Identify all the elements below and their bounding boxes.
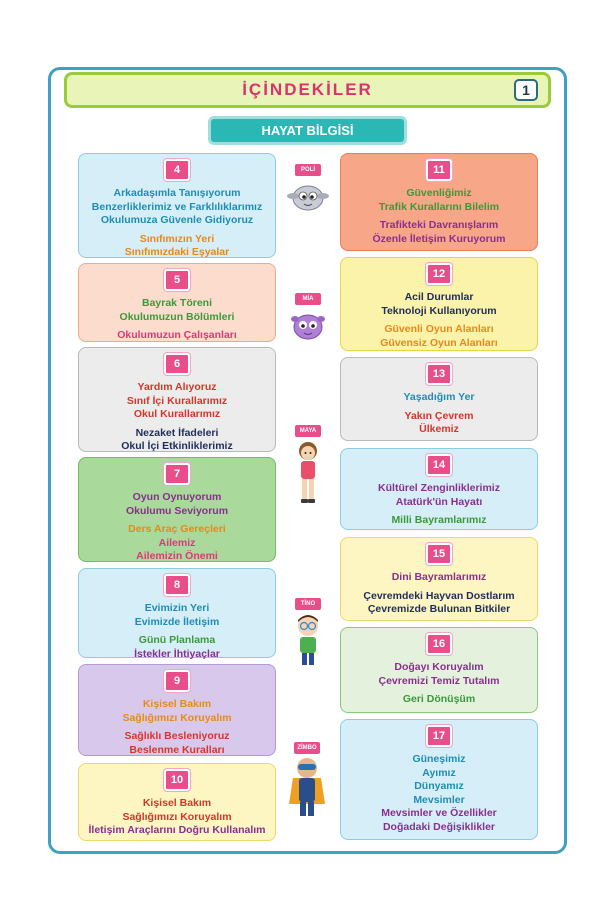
section-number: 14 <box>426 454 452 476</box>
section-topic[interactable]: Milli Bayramlarımız <box>391 514 487 527</box>
section-17[interactable] <box>340 719 538 840</box>
section-topic[interactable]: Ailemizin Önemi <box>136 550 218 563</box>
section-topic[interactable]: Oyun Oynuyorum <box>132 491 222 503</box>
section-topic[interactable]: Trafikteki Davranışlarım <box>379 219 499 232</box>
section-6[interactable] <box>78 347 276 452</box>
tino-illustration <box>290 610 326 670</box>
section-topic[interactable]: Sınıfımızdaki Eşyalar <box>124 246 230 259</box>
section-topic[interactable]: Acil Durumlar <box>404 291 474 303</box>
section-topic[interactable]: Dini Bayramlarımız <box>391 571 487 583</box>
section-number: 5 <box>164 269 190 291</box>
section-5[interactable] <box>78 263 276 342</box>
section-number: 4 <box>164 159 190 181</box>
section-topic[interactable]: Sınıf İçi Kurallarımız <box>126 394 228 407</box>
character-mia <box>285 293 331 343</box>
section-topic[interactable]: Kişisel Bakım <box>142 797 212 809</box>
section-topic[interactable]: Mevsimler ve Özellikler <box>381 807 497 820</box>
section-topic[interactable]: Okulumu Seviyorum <box>125 504 229 517</box>
section-number: 8 <box>164 574 190 596</box>
section-topic[interactable]: Yakın Çevrem <box>404 409 474 422</box>
character-poli <box>285 164 331 214</box>
section-topic[interactable]: Yaşadığım Yer <box>403 391 475 403</box>
section-topic[interactable]: Yardım Alıyoruz <box>137 381 217 393</box>
zimbo-illustration <box>287 754 327 820</box>
section-topic[interactable]: Bayrak Töreni <box>141 297 213 309</box>
section-number: 10 <box>164 769 190 791</box>
character-name: MİA <box>295 293 321 305</box>
character-name: ZİMBO <box>294 742 320 754</box>
section-16[interactable] <box>340 627 538 713</box>
poli-illustration <box>285 176 331 214</box>
mia-illustration <box>285 305 331 343</box>
section-topic[interactable]: Çevremdeki Hayvan Dostlarım <box>363 589 515 602</box>
section-13[interactable] <box>340 357 538 441</box>
character-name: POLİ <box>295 164 321 176</box>
section-topic[interactable]: Çevremizi Temiz Tutalım <box>378 674 500 687</box>
character-zimbo <box>287 742 327 822</box>
section-10[interactable] <box>78 763 276 841</box>
section-topic[interactable]: Günü Planlama <box>138 634 216 647</box>
section-topic[interactable]: Kültürel Zenginliklerimiz <box>378 482 500 494</box>
section-topic[interactable]: Doğadaki Değişiklikler <box>382 820 496 833</box>
section-number: 9 <box>164 670 190 692</box>
section-topic[interactable]: Nezaket İfadeleri <box>135 426 219 439</box>
section-topic[interactable]: Özenle İletişim Kuruyorum <box>372 232 506 245</box>
section-topic[interactable]: Ders Araç Gereçleri <box>128 523 226 536</box>
section-topic[interactable]: Arkadaşımla Tanışıyorum <box>113 187 241 199</box>
section-number: 7 <box>164 463 190 485</box>
section-topic[interactable]: Sınıfımızın Yeri <box>139 232 215 245</box>
section-number: 12 <box>426 263 452 285</box>
section-topic[interactable]: Okulumuzun Çalışanları <box>117 329 237 342</box>
section-11[interactable] <box>340 153 538 251</box>
section-topic[interactable]: Sağlığımızı Koruyalım <box>122 711 232 724</box>
section-number: 17 <box>426 725 452 747</box>
section-4[interactable] <box>78 153 276 258</box>
section-topic[interactable]: Güvenli Oyun Alanları <box>384 323 494 336</box>
section-topic[interactable]: Dünyamız <box>414 780 464 793</box>
section-topic[interactable]: Güvenliğimiz <box>406 187 472 199</box>
section-topic[interactable]: Ailemiz <box>158 536 196 549</box>
section-topic[interactable]: Ayımız <box>422 766 456 779</box>
section-topic[interactable]: Doğayı Koruyalım <box>394 661 484 673</box>
section-topic[interactable]: Çevremizde Bulunan Bitkiler <box>367 603 511 616</box>
section-topic[interactable]: Benzerliklerimiz ve Farklılıklarımız <box>91 200 263 213</box>
section-topic[interactable]: Okulumuzun Bölümleri <box>119 310 235 323</box>
character-maya <box>290 425 326 510</box>
page-number: 1 <box>514 79 538 101</box>
subject-title: HAYAT BİLGİSİ <box>208 116 407 145</box>
section-9[interactable] <box>78 664 276 756</box>
title-bar <box>64 72 551 108</box>
character-tino <box>290 598 326 670</box>
maya-illustration <box>290 437 326 509</box>
section-topic[interactable]: Güneşimiz <box>412 753 466 765</box>
section-topic[interactable]: Teknoloji Kullanıyorum <box>381 304 497 317</box>
section-topic[interactable]: Geri Dönüşüm <box>402 693 476 706</box>
section-12[interactable] <box>340 257 538 351</box>
section-topic[interactable]: Evimizin Yeri <box>144 602 210 614</box>
section-topic[interactable]: Güvensiz Oyun Alanları <box>380 336 498 349</box>
section-14[interactable] <box>340 448 538 530</box>
section-number: 11 <box>426 159 452 181</box>
section-7[interactable] <box>78 457 276 562</box>
section-topic[interactable]: Trafik Kurallarını Bilelim <box>378 200 500 213</box>
character-name: TİNO <box>295 598 321 610</box>
section-topic[interactable]: Kişisel Bakım <box>142 698 212 710</box>
section-topic[interactable]: İstekler İhtiyaçlar <box>134 647 220 660</box>
section-topic[interactable]: Evimizde İletişim <box>134 615 220 628</box>
section-topic[interactable]: Sağlığımızı Koruyalım <box>122 810 232 823</box>
section-topic[interactable]: İletişim Araçlarını Doğru Kullanalım <box>88 824 266 837</box>
section-number: 6 <box>164 353 190 375</box>
section-topic[interactable]: Mevsimler <box>413 793 465 806</box>
section-topic[interactable]: Okul İçi Etkinliklerimiz <box>121 440 233 453</box>
section-topic[interactable]: Okulumuza Güvenle Gidiyoruz <box>100 214 254 227</box>
section-topic[interactable]: Okul Kurallarımız <box>133 408 221 421</box>
section-topic[interactable]: Sağlıklı Besleniyoruz <box>124 730 230 743</box>
section-8[interactable] <box>78 568 276 658</box>
section-15[interactable] <box>340 537 538 621</box>
section-number: 13 <box>426 363 452 385</box>
page-title: İÇİNDEKİLER <box>242 80 373 99</box>
character-name: MAYA <box>295 425 321 437</box>
section-topic[interactable]: Beslenme Kuralları <box>129 743 225 756</box>
section-number: 15 <box>426 543 452 565</box>
section-topic[interactable]: Ülkemiz <box>419 423 459 436</box>
section-number: 16 <box>426 633 452 655</box>
section-topic[interactable]: Atatürk'ün Hayatı <box>395 495 483 508</box>
